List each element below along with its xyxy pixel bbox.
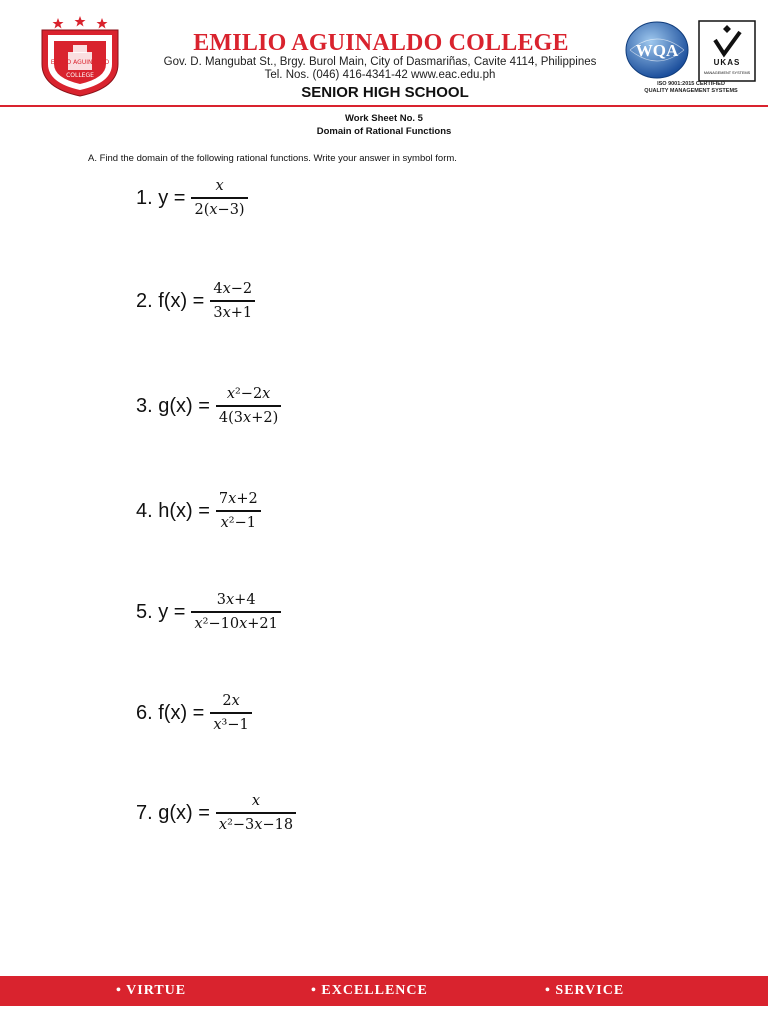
denominator: 𝑥²−3𝑥−18 <box>218 816 294 833</box>
footer-motto-bar <box>0 976 768 1006</box>
fraction-bar <box>210 712 251 713</box>
wqa-text: WQA <box>635 41 679 60</box>
fraction <box>210 692 251 733</box>
fraction <box>210 280 255 321</box>
contact-line: Tel. Nos. (046) 416-4341-42 www.eac.edu.ph <box>264 69 496 81</box>
ukas-text: UKAS <box>713 58 741 67</box>
fraction-bar <box>191 197 247 198</box>
division-label: SENIOR HIGH SCHOOL <box>301 84 469 101</box>
fraction-bar <box>191 611 280 612</box>
problem-label: 4. h(x) = <box>136 499 210 522</box>
problem-1 <box>136 168 248 228</box>
denominator: 4(3𝑥+2) <box>218 409 279 426</box>
numerator: 𝑥 <box>251 793 261 810</box>
problem-label: 3. g(x) = <box>136 394 210 417</box>
wqa-globe-logo <box>624 20 690 80</box>
address-block <box>120 56 640 82</box>
fraction <box>216 792 296 833</box>
numerator: 7𝑥+2 <box>218 491 258 508</box>
fraction <box>216 490 261 531</box>
numerator: 3𝑥+4 <box>216 592 256 609</box>
denominator: 2(𝑥−3) <box>194 201 245 218</box>
problem-label: 1. y = <box>136 186 186 209</box>
iso-certification <box>620 81 762 95</box>
fraction-bar <box>210 300 255 301</box>
fraction <box>191 591 280 632</box>
worksheet-title: Work Sheet No. 5 <box>345 113 423 124</box>
problem-label: 7. g(x) = <box>136 801 210 824</box>
problem-label: 6. f(x) = <box>136 701 205 724</box>
header-divider <box>0 105 768 107</box>
problem-5 <box>136 582 281 642</box>
motto-service: • SERVICE <box>545 983 625 998</box>
motto-excellence: • EXCELLENCE <box>311 983 428 998</box>
worksheet-subtitle: Domain of Rational Functions <box>316 126 452 137</box>
address-line: Gov. D. Mangubat St., Brgy. Burol Main, City of Dasmariñas, Cavite 4114, Philippines <box>163 56 597 68</box>
fraction-bar <box>216 405 281 406</box>
denominator: 𝑥²−1 <box>220 514 256 531</box>
ukas-subtext: MANAGEMENT SYSTEMS <box>703 71 751 75</box>
college-seal-logo <box>28 14 132 98</box>
problem-label: 2. f(x) = <box>136 289 205 312</box>
numerator: 2𝑥 <box>222 693 240 710</box>
denominator: 𝑥²−10𝑥+21 <box>194 615 278 632</box>
problem-6 <box>136 683 252 743</box>
numerator: 𝑥 <box>215 178 224 195</box>
numerator: 4𝑥−2 <box>213 281 253 298</box>
college-name: EMILIO AGUINALDO COLLEGE <box>193 30 569 56</box>
problem-4 <box>136 481 261 541</box>
motto-virtue: • VIRTUE <box>116 983 187 998</box>
instruction-text: A. Find the domain of the following rational functions. Write your answer in symbol form. <box>88 153 457 164</box>
denominator: 3𝑥+1 <box>213 304 253 321</box>
iso-line: ISO 9001:2015 CERTIFIED <box>657 81 725 87</box>
seal-text-bottom: COLLEGE <box>66 72 94 79</box>
numerator: 𝑥²−2𝑥 <box>226 386 271 403</box>
fraction-bar <box>216 812 296 813</box>
problem-3 <box>136 376 281 436</box>
problem-label: 5. y = <box>136 600 186 623</box>
fraction <box>216 385 281 426</box>
denominator: 𝑥³−1 <box>213 716 249 733</box>
fraction <box>191 177 247 218</box>
ukas-logo <box>698 20 756 82</box>
iso-line: QUALITY MANAGEMENT SYSTEMS <box>644 88 738 94</box>
seal-text-top: EMILIO AGUINALDO <box>50 59 110 66</box>
fraction-bar <box>216 510 261 511</box>
problem-7 <box>136 783 296 843</box>
problem-2 <box>136 271 255 331</box>
